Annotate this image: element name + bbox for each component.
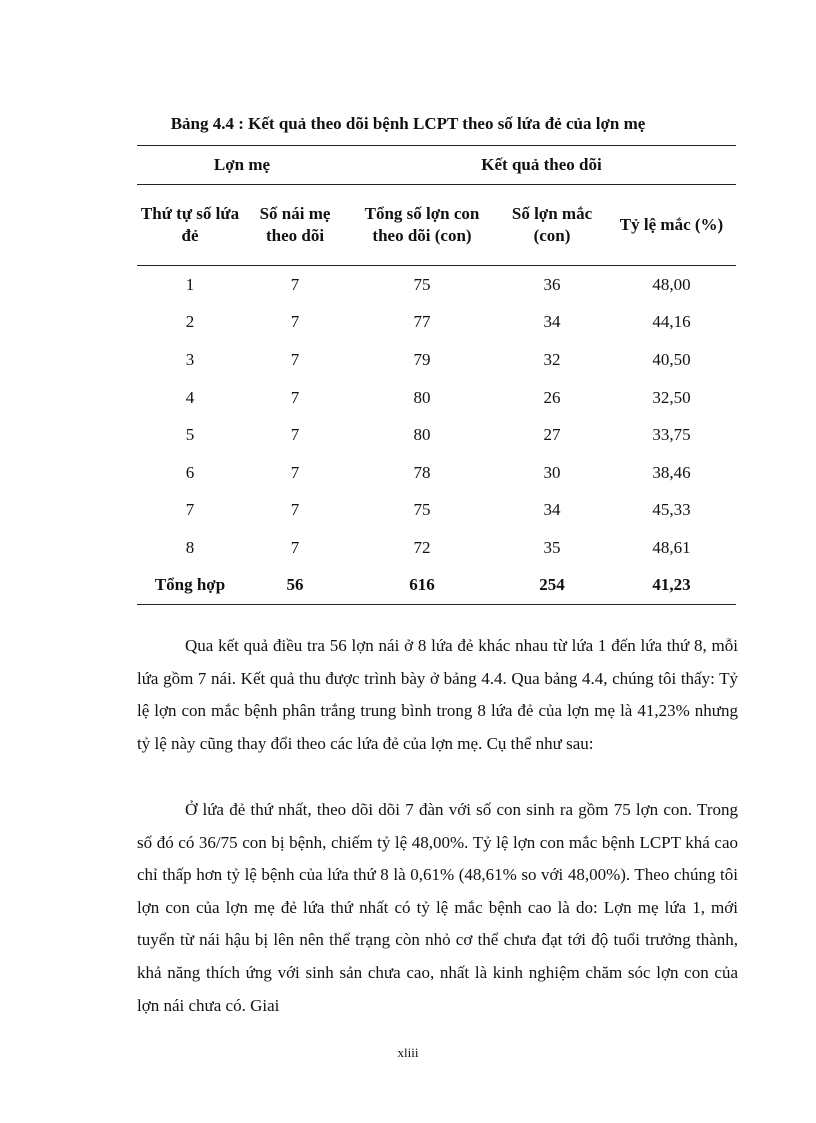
column-header: Số nái mẹ theo dõi bbox=[243, 185, 347, 266]
table-cell: 44,16 bbox=[652, 312, 691, 332]
table-cell: 78 bbox=[413, 462, 431, 482]
table-row bbox=[137, 341, 736, 379]
table-cell: 7 bbox=[290, 274, 300, 294]
column-header: Số lợn mắc (con) bbox=[497, 185, 607, 266]
table-cell: 7 bbox=[290, 387, 300, 407]
table-cell: 30 bbox=[543, 462, 561, 482]
table-cell: 38,46 bbox=[652, 462, 691, 482]
table-row bbox=[137, 492, 736, 530]
column-header: Tổng số lợn con theo dõi (con) bbox=[347, 185, 497, 266]
table-cell: 7 bbox=[290, 425, 300, 445]
table-title: Bảng 4.4 : Kết quả theo dõi bệnh LCPT theo số lứa đẻ của lợn mẹ bbox=[170, 114, 646, 133]
table-cell: 32 bbox=[543, 349, 561, 369]
table-cell: 40,50 bbox=[652, 349, 691, 369]
table-row bbox=[137, 266, 736, 304]
group-header-sow: Lợn mẹ bbox=[137, 146, 347, 185]
column-header-row bbox=[137, 185, 736, 266]
total-cell: 56 bbox=[243, 567, 347, 605]
table-row bbox=[137, 304, 736, 342]
total-cell: 41,23 bbox=[607, 567, 736, 605]
total-cell: Tổng hợp bbox=[137, 567, 243, 605]
total-cell: 616 bbox=[347, 567, 497, 605]
table-row bbox=[137, 529, 736, 567]
table-cell: 75 bbox=[413, 500, 431, 520]
total-cell: 254 bbox=[497, 567, 607, 605]
table-cell: 35 bbox=[543, 537, 561, 557]
table-row bbox=[137, 379, 736, 417]
table-cell: 48,61 bbox=[652, 537, 691, 557]
table-cell: 34 bbox=[543, 500, 561, 520]
table-cell: 7 bbox=[290, 500, 300, 520]
table-cell: 80 bbox=[413, 387, 431, 407]
table-cell: 3 bbox=[185, 349, 195, 369]
table-cell: 34 bbox=[543, 312, 561, 332]
paragraph-summary: Qua kết quả điều tra 56 lợn nái ở 8 lứa đẻ khác nhau từ lứa 1 đến lứa thứ 8, mỗi lứa gồm 7 nái. Kết quả thu được trình bày ở bảng 4.4. Qua bảng 4.4, chúng tôi thấy: Tỷ lệ lợn con mắc bệnh phân trắng trung bình trong 8 lứa đẻ của lợn mẹ là 41,23% nhưng tỷ lệ này cũng thay đổi theo các lứa đẻ của lợn mẹ. Cụ thể như sau: bbox=[137, 636, 738, 753]
table-cell: 4 bbox=[185, 387, 195, 407]
table-cell: 7 bbox=[290, 312, 300, 332]
table-cell: 72 bbox=[413, 537, 431, 557]
table-cell: 80 bbox=[413, 425, 431, 445]
table-cell: 75 bbox=[413, 274, 431, 294]
page-number: xliii bbox=[397, 1045, 419, 1060]
table-cell: 7 bbox=[290, 462, 300, 482]
group-header-row bbox=[137, 146, 736, 185]
table-cell: 7 bbox=[290, 349, 300, 369]
table-cell: 7 bbox=[185, 500, 195, 520]
total-row bbox=[137, 567, 736, 605]
table-cell: 26 bbox=[543, 387, 561, 407]
column-header: Thứ tự số lứa đẻ bbox=[137, 185, 243, 266]
table-row bbox=[137, 416, 736, 454]
table-cell: 5 bbox=[185, 425, 195, 445]
table-cell: 36 bbox=[543, 274, 561, 294]
table-cell: 7 bbox=[290, 537, 300, 557]
table-cell: 32,50 bbox=[652, 387, 691, 407]
table-cell: 33,75 bbox=[652, 425, 691, 445]
paragraph-first-litter: Ở lứa đẻ thứ nhất, theo dõi dõi 7 đàn với số con sinh ra gồm 75 lợn con. Trong số đó có 36/75 con bị bệnh, chiếm tỷ lệ 48,00%. Tỷ lệ lợn con mắc bệnh LCPT khá cao chỉ thấp hơn tỷ lệ bệnh của lứa thứ 8 là 0,61% (48,61% so với 48,00%). Theo chúng tôi lợn con của lợn mẹ đẻ lứa thứ nhất có tỷ lệ mắc bệnh cao là do: Lợn mẹ lứa 1, mới tuyển từ nái hậu bị lên nên thể trạng còn nhỏ cơ thể chưa đạt tới độ tuổi trưởng thành, khả năng thích ứng với sinh sản chưa cao, nhất là kinh nghiệm chăm sóc lợn con của lợn nái chưa có. Giai bbox=[137, 800, 738, 1015]
table-cell: 6 bbox=[185, 462, 195, 482]
column-header: Tỷ lệ mắc (%) bbox=[607, 185, 736, 266]
table-cell: 1 bbox=[185, 274, 195, 294]
table-cell: 27 bbox=[543, 425, 561, 445]
group-header-results: Kết quả theo dõi bbox=[347, 146, 736, 185]
table-cell: 45,33 bbox=[652, 500, 691, 520]
table-cell: 48,00 bbox=[652, 274, 691, 294]
table-cell: 79 bbox=[413, 349, 431, 369]
data-table bbox=[137, 145, 736, 605]
table-row bbox=[137, 454, 736, 492]
table-cell: 2 bbox=[185, 312, 195, 332]
table-cell: 77 bbox=[413, 312, 431, 332]
table-cell: 8 bbox=[185, 537, 195, 557]
